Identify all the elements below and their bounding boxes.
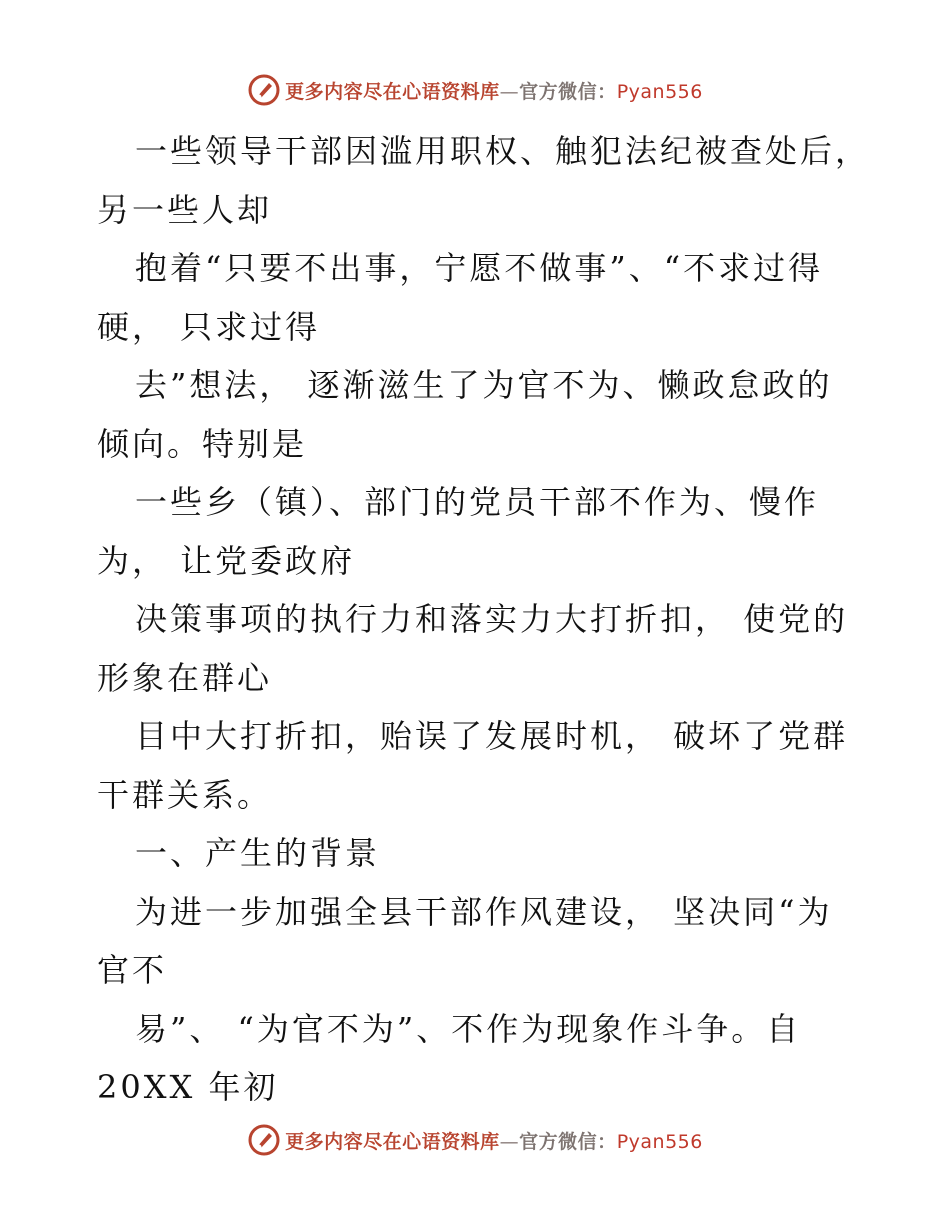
body-line: 抱着“只要不出事，宁愿不做事”、“不求过得 (135, 249, 824, 287)
header-dash: — (499, 80, 520, 103)
body-line: 目中大打折扣，贻误了发展时机， 破坏了党群 (135, 717, 849, 755)
body-line: 一些乡（镇）、部门的党员干部不作为、慢作 (135, 483, 820, 521)
body-line: 倾向。特别是 (97, 424, 308, 463)
body-line: 20XX 年初 (97, 1068, 279, 1106)
body-line: 形象在群心 (97, 658, 273, 697)
pen-nib-logo-icon (247, 73, 281, 107)
footer-dash: — (499, 1130, 520, 1153)
body-line: 另一些人却 (97, 190, 273, 229)
body-line: 易”、 “为官不为”、不作为现象作斗争。自 (135, 1009, 802, 1048)
body-line: 一些领导干部因滥用职权、触犯法纪被查处后， (135, 132, 871, 170)
header-text (285, 77, 703, 104)
footer-wechat-label: 官方微信： (519, 1130, 617, 1153)
header-banner (0, 70, 950, 110)
body-line: 去”想法， 逐渐滋生了为官不为、懒政怠政的 (135, 366, 833, 404)
body-line: 为进一步加强全县干部作风建设， 坚决同“为 (135, 892, 833, 931)
pen-nib-logo-icon (247, 1123, 281, 1157)
footer-text (285, 1127, 703, 1154)
footer-wechat-id: Pyan556 (616, 1130, 703, 1153)
header-wechat-label: 官方微信： (519, 80, 617, 103)
body-line: 干群关系。 (97, 775, 273, 814)
body-line: 官不 (97, 951, 168, 989)
footer-brand: 更多内容尽在心语资料库 (285, 1130, 500, 1153)
body-line: 硬， 只求过得 (97, 307, 321, 346)
footer-banner (0, 1120, 950, 1160)
header-brand: 更多内容尽在心语资料库 (285, 80, 500, 103)
section-heading: 一、产生的背景 (135, 834, 381, 872)
document-body (97, 122, 871, 1117)
body-line: 决策事项的执行力和落实力大打折扣， 使党的 (135, 600, 849, 638)
body-line: 为， 让党委政府 (97, 541, 356, 580)
header-wechat-id: Pyan556 (616, 80, 703, 103)
